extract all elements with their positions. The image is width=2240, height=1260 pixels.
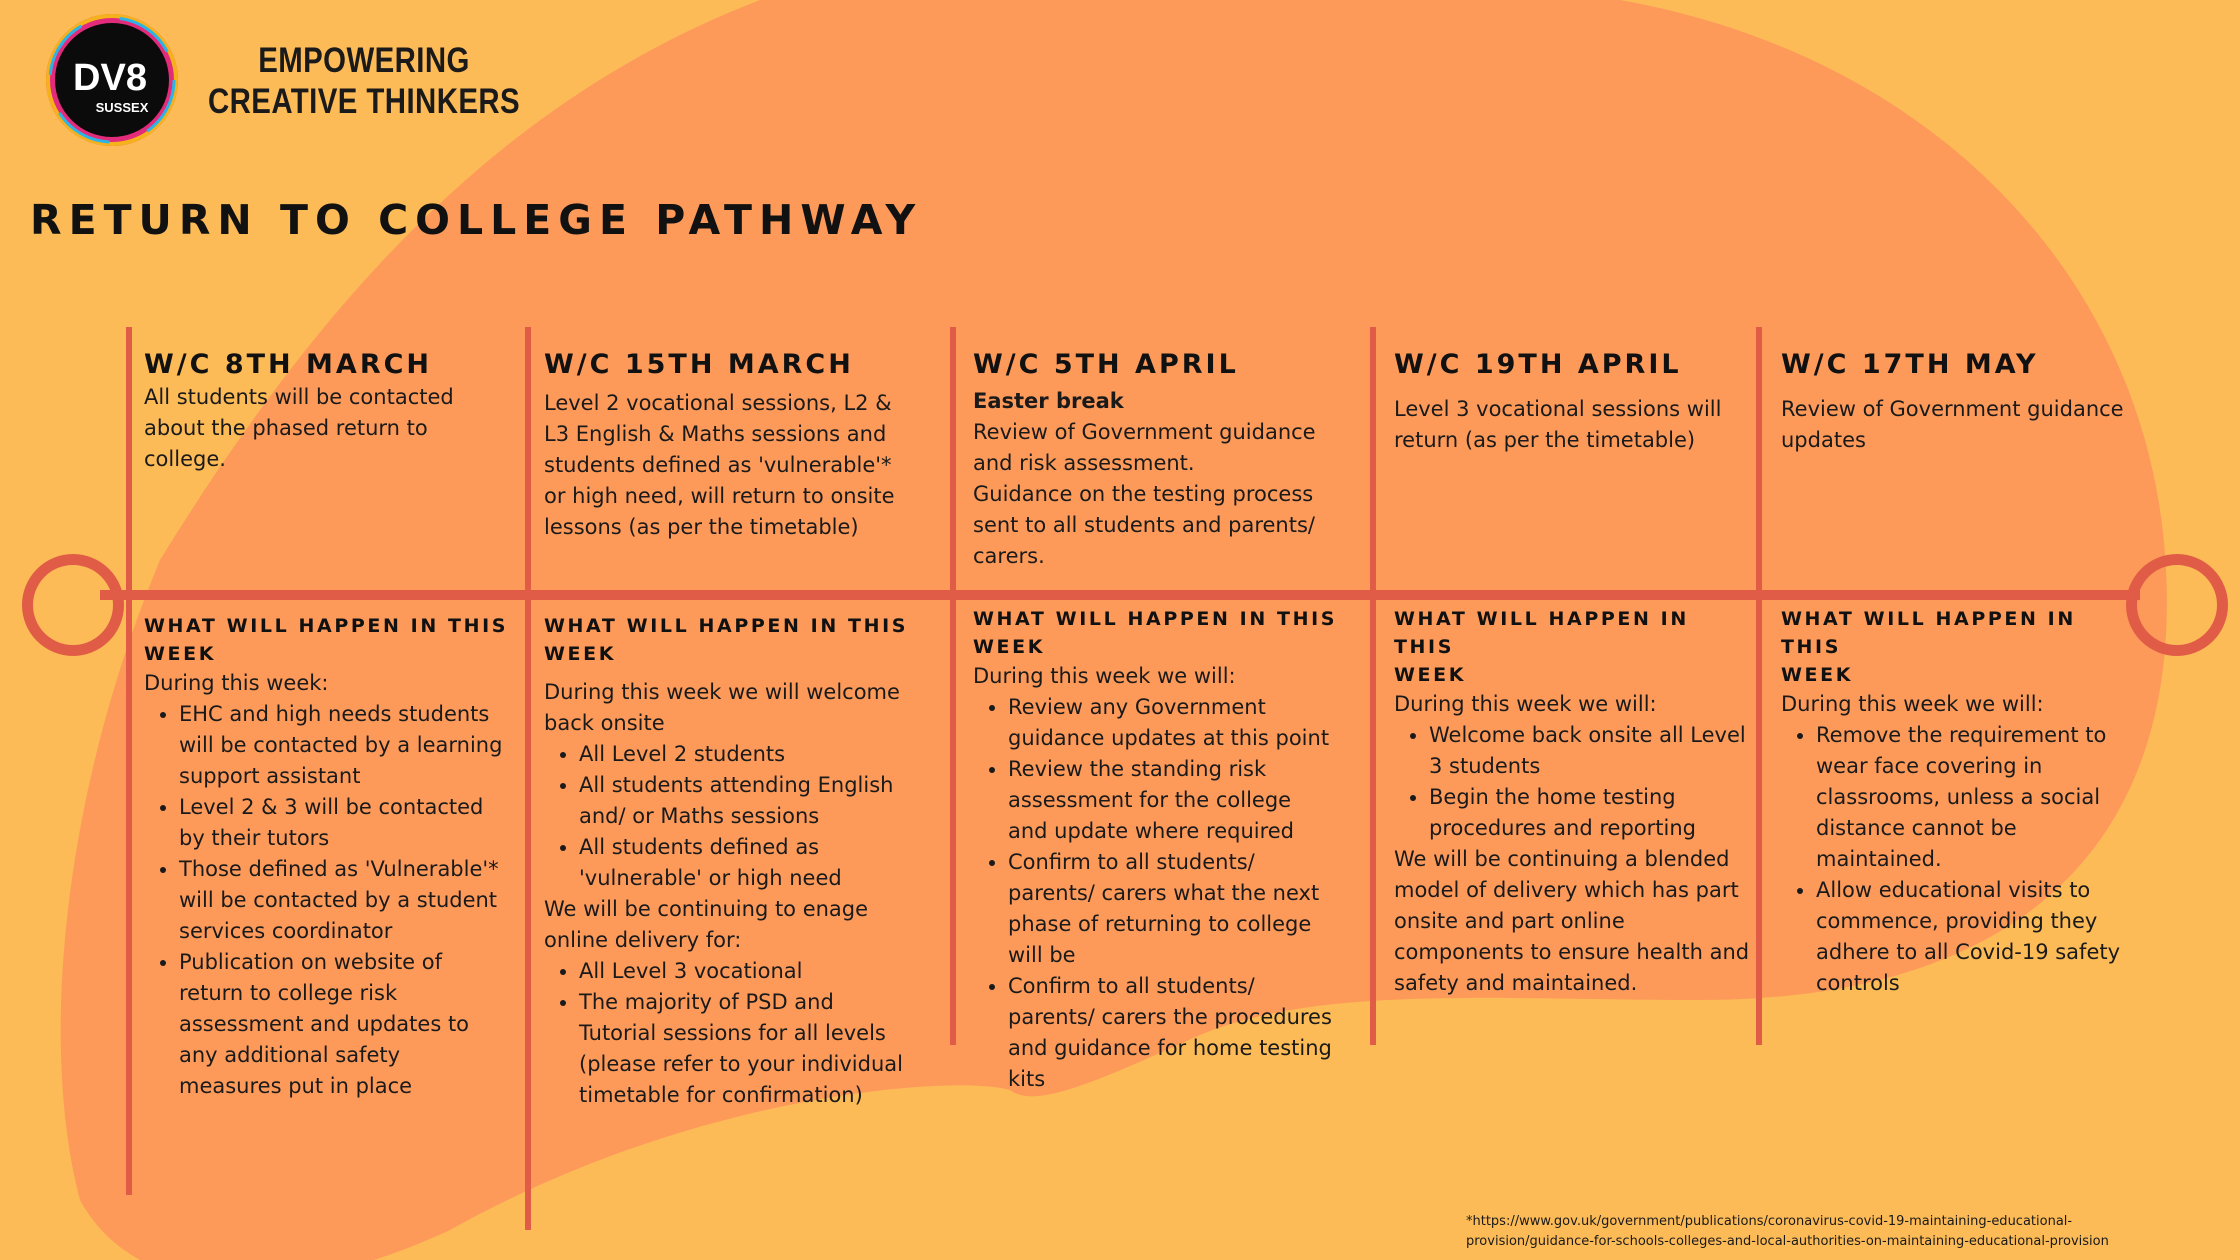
bullet-list: [973, 692, 1363, 1095]
intro-line: During this week we will:: [1781, 692, 2044, 716]
outro-line: model of delivery which has part: [1394, 878, 1739, 902]
what-heading-line: WEEK: [1394, 664, 1467, 686]
what-heading-line: WHAT WILL HAPPEN IN THIS: [144, 615, 509, 637]
week-summary: [1781, 394, 2141, 456]
week-top-1: [144, 348, 514, 475]
timeline-divider: [1756, 327, 1762, 1045]
what-heading: [973, 605, 1363, 661]
list-item: • Allow educational visits to commence, providing they adhere to all Covid-19 safety controls: [1816, 875, 2141, 999]
middle-line: We will be continuing to enage: [544, 897, 869, 921]
summary-line: Level 3 vocational sessions will: [1394, 397, 1722, 421]
summary-line: All students will be contacted: [144, 385, 454, 409]
summary-line: Guidance on the testing process: [973, 482, 1314, 506]
what-heading-line: WHAT WILL HAPPEN IN THIS: [973, 608, 1338, 630]
week-summary: [544, 388, 944, 543]
week-subhead: Easter break: [973, 389, 1124, 413]
intro-line: During this week we will:: [1394, 692, 1657, 716]
what-heading: [1781, 605, 2141, 689]
timeline-divider: [1370, 327, 1376, 1045]
intro-line: During this week:: [144, 671, 329, 695]
what-heading-line: WEEK: [544, 643, 617, 665]
list-item: • Level 2 & 3 will be contacted by their tutors: [179, 792, 514, 854]
outro-line: safety and maintained.: [1394, 971, 1638, 995]
what-heading-line: WEEK: [144, 643, 217, 665]
week-bottom-4: [1394, 605, 1754, 999]
week-top-3: [973, 348, 1363, 572]
timeline-divider: [126, 327, 132, 1195]
summary-line: Review of Government guidance: [1781, 397, 2124, 421]
list-item: • All students attending English and/ or Maths sessions: [579, 770, 944, 832]
bullet-list: [144, 699, 514, 1102]
week-date: W/C 5TH APRIL: [973, 349, 1239, 380]
week-date: W/C 17TH MAY: [1781, 349, 2039, 380]
intro-line: During this week we will welcome: [544, 680, 900, 704]
bullet-list: [544, 956, 944, 1111]
week-date: W/C 8TH MARCH: [144, 349, 433, 380]
list-item: • All Level 2 students: [579, 739, 944, 770]
timeline-divider: [950, 327, 956, 1045]
list-item: • EHC and high needs students will be contacted by a learning support assistant: [179, 699, 514, 792]
summary-line: students defined as 'vulnerable'*: [544, 453, 892, 477]
week-date: W/C 19TH APRIL: [1394, 349, 1682, 380]
bullet-list: [1781, 720, 2141, 999]
bullet-list: [1394, 720, 1754, 844]
week-bottom-1: [144, 612, 514, 1102]
dv8-logo: [42, 10, 182, 150]
outro-line: onsite and part online: [1394, 909, 1625, 933]
summary-line: carers.: [973, 544, 1045, 568]
summary-line: return (as per the timetable): [1394, 428, 1696, 452]
week-bottom-2: [544, 612, 944, 1111]
ring-icon: [22, 554, 124, 656]
logo-subtext: SUSSEX: [95, 100, 149, 115]
what-heading-line: WEEK: [973, 636, 1046, 658]
page-title: RETURN TO COLLEGE PATHWAY: [30, 196, 923, 244]
week-bottom-3: [973, 605, 1363, 1095]
week-bottom-5: [1781, 605, 2141, 999]
list-item: • Those defined as 'Vulnerable'* will be contacted by a student services coordinator: [179, 854, 514, 947]
what-heading: [144, 612, 514, 668]
summary-line: about the phased return to: [144, 416, 428, 440]
what-heading-line: WEEK: [1781, 664, 1854, 686]
what-heading-line: WHAT WILL HAPPEN IN THIS: [544, 615, 909, 637]
week-top-5: [1781, 348, 2141, 456]
footnote-link[interactable]: [1466, 1212, 2109, 1252]
footnote-line: provision/guidance-for-schools-colleges-and-local-authorities-on-maintaining-educational-provision: [1466, 1234, 2109, 1249]
intro-line: back onsite: [544, 711, 665, 735]
intro-line: During this week we will:: [973, 664, 1236, 688]
tagline-line-2: CREATIVE THINKERS: [208, 82, 521, 121]
week-summary: [144, 382, 514, 475]
list-item: • Begin the home testing procedures and reporting: [1429, 782, 1754, 844]
list-item: • All students defined as 'vulnerable' or high need: [579, 832, 944, 894]
week-summary: [973, 417, 1363, 572]
footnote-line: *https://www.gov.uk/government/publications/coronavirus-covid-19-maintaining-educational-: [1466, 1214, 2073, 1229]
list-item: • The majority of PSD and Tutorial sessions for all levels (please refer to your individual timetable for confirmation): [579, 987, 944, 1111]
timeline-divider: [525, 327, 531, 1230]
outro-line: components to ensure health and: [1394, 940, 1750, 964]
middle-line: online delivery for:: [544, 928, 742, 952]
week-summary: [1394, 394, 1754, 456]
summary-line: sent to all students and parents/: [973, 513, 1315, 537]
list-item: • All Level 3 vocational: [579, 956, 944, 987]
what-heading-line: WHAT WILL HAPPEN IN THIS: [1781, 608, 2076, 658]
summary-line: Level 2 vocational sessions, L2 &: [544, 391, 892, 415]
summary-line: and risk assessment.: [973, 451, 1195, 475]
list-item: • Remove the requirement to wear face covering in classrooms, unless a social distance cannot be maintained.: [1816, 720, 2141, 875]
tagline-line-1: EMPOWERING: [258, 41, 470, 80]
logo-text: DV8: [73, 57, 147, 99]
what-heading: [544, 612, 944, 668]
what-heading: [1394, 605, 1754, 689]
summary-line: updates: [1781, 428, 1866, 452]
week-date: W/C 15TH MARCH: [544, 349, 854, 380]
summary-line: college.: [144, 447, 226, 471]
summary-line: or high need, will return to onsite: [544, 484, 895, 508]
summary-line: lessons (as per the timetable): [544, 515, 859, 539]
list-item: • Review any Government guidance updates at this point: [1008, 692, 1363, 754]
timeline-axis: [100, 590, 2140, 600]
week-top-4: [1394, 348, 1754, 456]
bullet-list: [544, 739, 944, 894]
list-item: • Welcome back onsite all Level 3 students: [1429, 720, 1754, 782]
list-item: • Confirm to all students/ parents/ carers what the next phase of returning to college will be: [1008, 847, 1363, 971]
week-top-2: [544, 348, 944, 543]
list-item: • Confirm to all students/ parents/ carers the procedures and guidance for home testing kits: [1008, 971, 1363, 1095]
ring-icon: [2126, 554, 2228, 656]
outro-line: We will be continuing a blended: [1394, 847, 1730, 871]
summary-line: L3 English & Maths sessions and: [544, 422, 887, 446]
summary-line: Review of Government guidance: [973, 420, 1316, 444]
tagline: [208, 40, 520, 122]
list-item: • Review the standing risk assessment for the college and update where required: [1008, 754, 1363, 847]
list-item: • Publication on website of return to college risk assessment and updates to any additional safety measures put in place: [179, 947, 514, 1102]
what-heading-line: WHAT WILL HAPPEN IN THIS: [1394, 608, 1689, 658]
